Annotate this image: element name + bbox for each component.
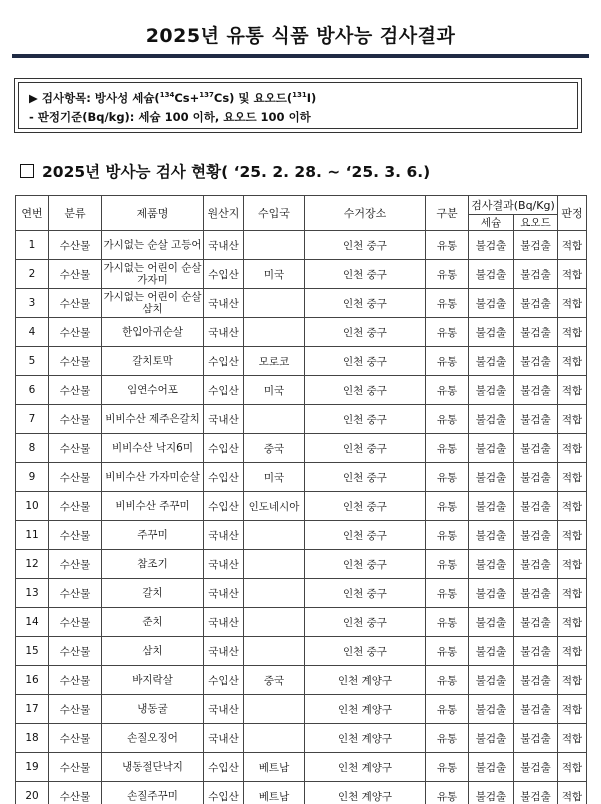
cell-iodine: 불검출 — [514, 637, 558, 666]
cell-verdict: 적합 — [558, 289, 587, 318]
cell-category: 수산물 — [49, 434, 102, 463]
cell-origin: 국내산 — [204, 405, 244, 434]
table-row — [16, 289, 587, 318]
info-cs-plus: Cs+ — [174, 91, 200, 105]
cell-verdict: 적합 — [558, 492, 587, 521]
cell-product: 가시없는 어린이 순살삼치 — [102, 289, 204, 318]
cell-origin: 수입산 — [204, 666, 244, 695]
table-row — [16, 753, 587, 782]
cell-cesium: 불검출 — [469, 608, 514, 637]
cell-no: 10 — [16, 492, 49, 521]
cell-origin: 국내산 — [204, 608, 244, 637]
cell-category: 수산물 — [49, 637, 102, 666]
cell-import-country: 미국 — [244, 463, 305, 492]
cell-type: 유통 — [426, 347, 469, 376]
cell-origin: 수입산 — [204, 753, 244, 782]
cell-location: 인천 중구 — [305, 492, 426, 521]
cell-category: 수산물 — [49, 405, 102, 434]
header-result: 검사결과(Bq/Kg) — [469, 196, 558, 215]
cell-category: 수산물 — [49, 550, 102, 579]
cell-verdict: 적합 — [558, 231, 587, 260]
cell-iodine: 불검출 — [514, 347, 558, 376]
cell-type: 유통 — [426, 521, 469, 550]
header-type: 구분 — [426, 196, 469, 231]
cell-iodine: 불검출 — [514, 318, 558, 347]
cell-cesium: 불검출 — [469, 666, 514, 695]
cell-product: 가시없는 순살 고등어 — [102, 231, 204, 260]
cell-product: 비비수산 제주은갈치 — [102, 405, 204, 434]
cell-iodine: 불검출 — [514, 579, 558, 608]
cell-cesium: 불검출 — [469, 782, 514, 804]
cell-import-country: 베트남 — [244, 782, 305, 804]
cell-origin: 수입산 — [204, 492, 244, 521]
cell-cesium: 불검출 — [469, 521, 514, 550]
inspection-items-line — [29, 89, 567, 108]
table-row — [16, 782, 587, 804]
cell-origin: 국내산 — [204, 550, 244, 579]
cell-category: 수산물 — [49, 782, 102, 804]
cell-product: 임연수어포 — [102, 376, 204, 405]
cell-product: 한입아귀순살 — [102, 318, 204, 347]
cell-category: 수산물 — [49, 724, 102, 753]
cell-cesium: 불검출 — [469, 637, 514, 666]
cell-location: 인천 중구 — [305, 289, 426, 318]
cell-type: 유통 — [426, 637, 469, 666]
cell-import-country: 모로코 — [244, 347, 305, 376]
cell-verdict: 적합 — [558, 579, 587, 608]
table-row — [16, 260, 587, 289]
cell-type: 유통 — [426, 782, 469, 804]
cell-cesium: 불검출 — [469, 492, 514, 521]
cell-no: 6 — [16, 376, 49, 405]
cell-import-country — [244, 724, 305, 753]
cell-product: 가시없는 어린이 순살가자미 — [102, 260, 204, 289]
cell-no: 19 — [16, 753, 49, 782]
table-row — [16, 318, 587, 347]
table-row — [16, 666, 587, 695]
cell-import-country: 베트남 — [244, 753, 305, 782]
cell-cesium: 불검출 — [469, 753, 514, 782]
cell-iodine: 불검출 — [514, 231, 558, 260]
cell-location: 인천 계양구 — [305, 695, 426, 724]
cell-cesium: 불검출 — [469, 434, 514, 463]
header-import-country: 수입국 — [244, 196, 305, 231]
cell-cesium: 불검출 — [469, 550, 514, 579]
cell-cesium: 불검출 — [469, 318, 514, 347]
cell-origin: 수입산 — [204, 782, 244, 804]
cell-type: 유통 — [426, 318, 469, 347]
cell-origin: 국내산 — [204, 231, 244, 260]
cell-no: 3 — [16, 289, 49, 318]
title-block — [12, 18, 589, 58]
cell-no: 20 — [16, 782, 49, 804]
table-row — [16, 434, 587, 463]
table-row — [16, 492, 587, 521]
cell-product: 갈치토막 — [102, 347, 204, 376]
cell-origin: 국내산 — [204, 637, 244, 666]
cell-type: 유통 — [426, 289, 469, 318]
cell-origin: 수입산 — [204, 463, 244, 492]
cell-no: 5 — [16, 347, 49, 376]
cell-verdict: 적합 — [558, 724, 587, 753]
cell-category: 수산물 — [49, 695, 102, 724]
cell-no: 2 — [16, 260, 49, 289]
cell-no: 1 — [16, 231, 49, 260]
cell-no: 11 — [16, 521, 49, 550]
cell-verdict: 적합 — [558, 260, 587, 289]
cell-verdict: 적합 — [558, 666, 587, 695]
cell-origin: 수입산 — [204, 434, 244, 463]
info-iodine-symbol: I) — [306, 91, 317, 105]
cell-category: 수산물 — [49, 608, 102, 637]
cell-import-country — [244, 405, 305, 434]
cell-no: 4 — [16, 318, 49, 347]
cell-iodine: 불검출 — [514, 289, 558, 318]
cell-import-country: 미국 — [244, 376, 305, 405]
info-cs-and-iodine: Cs) 및 요오드( — [213, 91, 293, 105]
cell-verdict: 적합 — [558, 318, 587, 347]
table-row — [16, 231, 587, 260]
cell-import-country — [244, 695, 305, 724]
cell-category: 수산물 — [49, 318, 102, 347]
cell-import-country — [244, 608, 305, 637]
table-row — [16, 550, 587, 579]
cell-location: 인천 계양구 — [305, 782, 426, 804]
cell-no: 15 — [16, 637, 49, 666]
page-title: 2025년 유통 식품 방사능 검사결과 — [145, 25, 456, 47]
cell-type: 유통 — [426, 434, 469, 463]
cell-iodine: 불검출 — [514, 550, 558, 579]
cell-origin: 국내산 — [204, 521, 244, 550]
cell-product: 비비수산 주꾸미 — [102, 492, 204, 521]
cell-category: 수산물 — [49, 492, 102, 521]
cell-import-country: 인도네시아 — [244, 492, 305, 521]
cell-cesium: 불검출 — [469, 347, 514, 376]
cell-type: 유통 — [426, 550, 469, 579]
cell-category: 수산물 — [49, 666, 102, 695]
cell-iodine: 불검출 — [514, 724, 558, 753]
cell-iodine: 불검출 — [514, 434, 558, 463]
cell-product: 준치 — [102, 608, 204, 637]
cell-location: 인천 중구 — [305, 376, 426, 405]
cell-cesium: 불검출 — [469, 463, 514, 492]
cell-verdict: 적합 — [558, 608, 587, 637]
cell-cesium: 불검출 — [469, 289, 514, 318]
cell-product: 바지락살 — [102, 666, 204, 695]
cell-location: 인천 중구 — [305, 260, 426, 289]
cell-category: 수산물 — [49, 231, 102, 260]
cell-iodine: 불검출 — [514, 695, 558, 724]
cell-cesium: 불검출 — [469, 405, 514, 434]
cell-category: 수산물 — [49, 579, 102, 608]
cell-verdict: 적합 — [558, 463, 587, 492]
cell-verdict: 적합 — [558, 405, 587, 434]
table-row — [16, 579, 587, 608]
cell-product: 주꾸미 — [102, 521, 204, 550]
cell-cesium: 불검출 — [469, 260, 514, 289]
title-underline — [12, 54, 589, 58]
cell-iodine: 불검출 — [514, 608, 558, 637]
cell-iodine: 불검출 — [514, 463, 558, 492]
checkbox-icon — [20, 164, 34, 178]
cell-iodine: 불검출 — [514, 260, 558, 289]
cell-category: 수산물 — [49, 753, 102, 782]
cell-location: 인천 중구 — [305, 318, 426, 347]
cell-type: 유통 — [426, 260, 469, 289]
cell-verdict: 적합 — [558, 753, 587, 782]
cell-type: 유통 — [426, 724, 469, 753]
cell-iodine: 불검출 — [514, 782, 558, 804]
cell-no: 12 — [16, 550, 49, 579]
cell-type: 유통 — [426, 376, 469, 405]
mass-number-cs137: 137 — [199, 91, 214, 100]
table-row — [16, 608, 587, 637]
cell-cesium: 불검출 — [469, 695, 514, 724]
cell-cesium: 불검출 — [469, 376, 514, 405]
table-row — [16, 695, 587, 724]
section-title: 2025년 방사능 검사 현황( ‘25. 2. 28. ~ ‘25. 3. 6.) — [42, 163, 431, 181]
cell-product: 손질주꾸미 — [102, 782, 204, 804]
cell-verdict: 적합 — [558, 637, 587, 666]
cell-type: 유통 — [426, 695, 469, 724]
cell-no: 17 — [16, 695, 49, 724]
cell-category: 수산물 — [49, 289, 102, 318]
cell-cesium: 불검출 — [469, 579, 514, 608]
results-table — [15, 195, 587, 804]
cell-location: 인천 중구 — [305, 579, 426, 608]
cell-location: 인천 중구 — [305, 637, 426, 666]
table-row — [16, 347, 587, 376]
cell-location: 인천 중구 — [305, 463, 426, 492]
cell-import-country: 미국 — [244, 260, 305, 289]
cell-origin: 국내산 — [204, 318, 244, 347]
cell-origin: 수입산 — [204, 347, 244, 376]
cell-verdict: 적합 — [558, 550, 587, 579]
cell-origin: 국내산 — [204, 289, 244, 318]
cell-location: 인천 중구 — [305, 347, 426, 376]
cell-category: 수산물 — [49, 376, 102, 405]
cell-verdict: 적합 — [558, 347, 587, 376]
cell-category: 수산물 — [49, 463, 102, 492]
header-location: 수거장소 — [305, 196, 426, 231]
cell-iodine: 불검출 — [514, 376, 558, 405]
cell-verdict: 적합 — [558, 782, 587, 804]
cell-import-country: 중국 — [244, 666, 305, 695]
cell-import-country — [244, 637, 305, 666]
cell-verdict: 적합 — [558, 521, 587, 550]
mass-number-i131: 131 — [292, 91, 307, 100]
cell-import-country — [244, 579, 305, 608]
table-row — [16, 405, 587, 434]
cell-verdict: 적합 — [558, 695, 587, 724]
cell-iodine: 불검출 — [514, 753, 558, 782]
table-row — [16, 521, 587, 550]
cell-location: 인천 중구 — [305, 608, 426, 637]
section-heading — [20, 160, 430, 182]
header-cesium: 세슘 — [469, 215, 514, 231]
cell-location: 인천 계양구 — [305, 753, 426, 782]
cell-type: 유통 — [426, 608, 469, 637]
inspection-info-box — [14, 78, 582, 133]
cell-type: 유통 — [426, 231, 469, 260]
cell-origin: 국내산 — [204, 724, 244, 753]
cell-import-country — [244, 521, 305, 550]
cell-type: 유통 — [426, 753, 469, 782]
cell-type: 유통 — [426, 492, 469, 521]
cell-no: 16 — [16, 666, 49, 695]
table-row — [16, 463, 587, 492]
cell-type: 유통 — [426, 666, 469, 695]
info-prefix: ▶ 검사항목: 방사성 세슘( — [29, 91, 160, 105]
cell-no: 18 — [16, 724, 49, 753]
cell-no: 8 — [16, 434, 49, 463]
header-product: 제품명 — [102, 196, 204, 231]
cell-type: 유통 — [426, 579, 469, 608]
cell-category: 수산물 — [49, 260, 102, 289]
cell-iodine: 불검출 — [514, 521, 558, 550]
mass-number-cs134: 134 — [159, 91, 175, 100]
cell-import-country: 중국 — [244, 434, 305, 463]
table-row — [16, 376, 587, 405]
cell-iodine: 불검출 — [514, 492, 558, 521]
header-origin: 원산지 — [204, 196, 244, 231]
cell-type: 유통 — [426, 463, 469, 492]
cell-location: 인천 계양구 — [305, 724, 426, 753]
cell-product: 비비수산 낙지6미 — [102, 434, 204, 463]
criteria-line: - 판정기준(Bq/kg): 세슘 100 이하, 요오드 100 이하 — [29, 110, 311, 124]
cell-no: 7 — [16, 405, 49, 434]
cell-no: 13 — [16, 579, 49, 608]
cell-verdict: 적합 — [558, 434, 587, 463]
inspection-info-inner — [18, 82, 578, 129]
cell-import-country — [244, 550, 305, 579]
cell-no: 14 — [16, 608, 49, 637]
cell-origin: 국내산 — [204, 579, 244, 608]
cell-origin: 수입산 — [204, 376, 244, 405]
cell-cesium: 불검출 — [469, 724, 514, 753]
cell-category: 수산물 — [49, 347, 102, 376]
cell-import-country — [244, 231, 305, 260]
header-verdict: 판정 — [558, 196, 587, 231]
cell-origin: 국내산 — [204, 695, 244, 724]
cell-product: 냉동절단낙지 — [102, 753, 204, 782]
cell-product: 냉동굴 — [102, 695, 204, 724]
header-no: 연번 — [16, 196, 49, 231]
cell-location: 인천 중구 — [305, 405, 426, 434]
header-iodine: 요오드 — [514, 215, 558, 231]
cell-import-country — [244, 289, 305, 318]
cell-import-country — [244, 318, 305, 347]
table-row — [16, 637, 587, 666]
cell-origin: 수입산 — [204, 260, 244, 289]
results-body — [16, 231, 587, 804]
header-category: 분류 — [49, 196, 102, 231]
cell-location: 인천 중구 — [305, 231, 426, 260]
cell-no: 9 — [16, 463, 49, 492]
cell-location: 인천 중구 — [305, 550, 426, 579]
cell-iodine: 불검출 — [514, 405, 558, 434]
cell-category: 수산물 — [49, 521, 102, 550]
cell-product: 삼치 — [102, 637, 204, 666]
cell-location: 인천 계양구 — [305, 666, 426, 695]
cell-iodine: 불검출 — [514, 666, 558, 695]
cell-product: 비비수산 가자미순살 — [102, 463, 204, 492]
cell-location: 인천 중구 — [305, 434, 426, 463]
cell-product: 참조기 — [102, 550, 204, 579]
cell-cesium: 불검출 — [469, 231, 514, 260]
cell-verdict: 적합 — [558, 376, 587, 405]
cell-location: 인천 중구 — [305, 521, 426, 550]
cell-product: 갈치 — [102, 579, 204, 608]
cell-type: 유통 — [426, 405, 469, 434]
table-row — [16, 724, 587, 753]
cell-product: 손질오징어 — [102, 724, 204, 753]
